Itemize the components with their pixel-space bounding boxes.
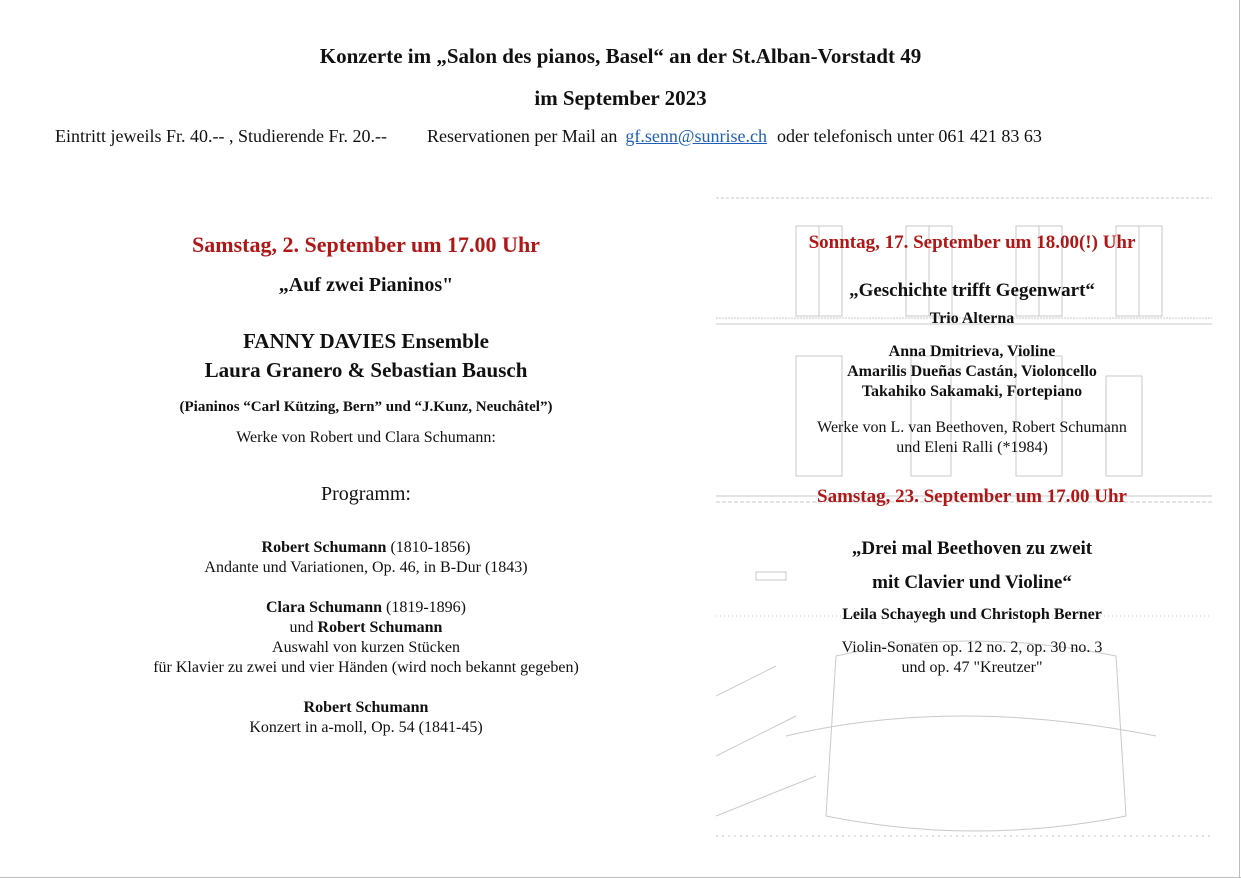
member: Amarilis Dueñas Castán, Violoncello: [847, 363, 1097, 380]
page-subtitle: im September 2023: [534, 86, 707, 110]
program-heading: Programm:: [321, 483, 411, 505]
concert-1-title: „Auf zwei Pianinos": [278, 274, 454, 296]
works-line: Violin-Sonaten op. 12 no. 2, op. 30 no. 3: [841, 639, 1103, 656]
ensemble-name: FANNY DAVIES Ensemble: [243, 329, 489, 353]
concert-3-title-line2: mit Clavier und Violine“: [872, 572, 1072, 593]
reservation-phone: oder telefonisch unter 061 421 83 63: [776, 126, 1042, 146]
composer-name: Robert Schumann: [317, 619, 443, 636]
program-item: [100, 538, 632, 578]
work-title: Auswahl von kurzen Stücken: [272, 639, 460, 656]
concert-3-performers: Leila Schayegh und Christoph Berner: [842, 606, 1102, 623]
member: Takahiko Sakamaki, Fortepiano: [861, 383, 1083, 400]
admission-prices: Eintritt jeweils Fr. 40.-- , Studierende Fr. 20.--: [55, 126, 387, 146]
page-border-right: [1239, 0, 1240, 878]
concerts-right-column: [716, 232, 1228, 678]
work-detail: für Klavier zu zwei und vier Händen (wird noch bekannt gegeben): [153, 659, 579, 676]
program-item: [100, 598, 632, 678]
concert-2-works: [716, 418, 1228, 458]
reservation-prefix: Reservationen per Mail an: [426, 126, 618, 146]
composer-years: (1810-1856): [386, 539, 471, 556]
concert-3-date: Samstag, 23. September um 17.00 Uhr: [817, 486, 1127, 507]
works-line: und Eleni Ralli (*1984): [896, 439, 1048, 456]
work-title: Andante und Variationen, Op. 46, in B-Dur (1843): [204, 559, 528, 576]
concert-1-date: Samstag, 2. September um 17.00 Uhr: [192, 232, 540, 257]
member: Anna Dmitrieva, Violine: [888, 343, 1056, 360]
pianos-note: (Pianinos “Carl Kützing, Bern” und “J.Kunz, Neuchâtel”): [179, 399, 553, 415]
work-title: Konzert in a-moll, Op. 54 (1841-45): [249, 719, 483, 736]
works-line: Werke von L. van Beethoven, Robert Schumann: [817, 419, 1127, 436]
composer-years: (1819-1896): [382, 599, 466, 616]
admission-info: [55, 126, 1215, 147]
concert-2-members: [716, 342, 1228, 402]
composer-name: Robert Schumann: [261, 539, 387, 556]
performers: Laura Granero & Sebastian Bausch: [204, 358, 528, 382]
composer-name: Robert Schumann: [303, 699, 429, 716]
concert-2-title: „Geschichte trifft Gegenwart“: [849, 280, 1095, 301]
conjunction: und: [289, 619, 318, 636]
concert-3-works: [716, 638, 1228, 678]
concert-2-date: Sonntag, 17. September um 18.00(!) Uhr: [808, 232, 1136, 253]
concert-3-title-line1: „Drei mal Beethoven zu zweit: [851, 538, 1093, 559]
email-link[interactable]: gf.senn@sunrise.ch: [625, 126, 767, 146]
concert-2-ensemble: Trio Alterna: [929, 310, 1015, 327]
composer-name: Clara Schumann: [265, 599, 383, 616]
program-item: [100, 698, 632, 738]
works-line: und op. 47 "Kreutzer": [901, 659, 1043, 676]
concert-1: [100, 232, 632, 738]
works-note: Werke von Robert und Clara Schumann:: [236, 429, 496, 446]
page-title: Konzerte im „Salon des pianos, Basel“ an der St.Alban-Vorstadt 49: [319, 44, 922, 68]
concert-1-ensemble: [100, 327, 632, 385]
